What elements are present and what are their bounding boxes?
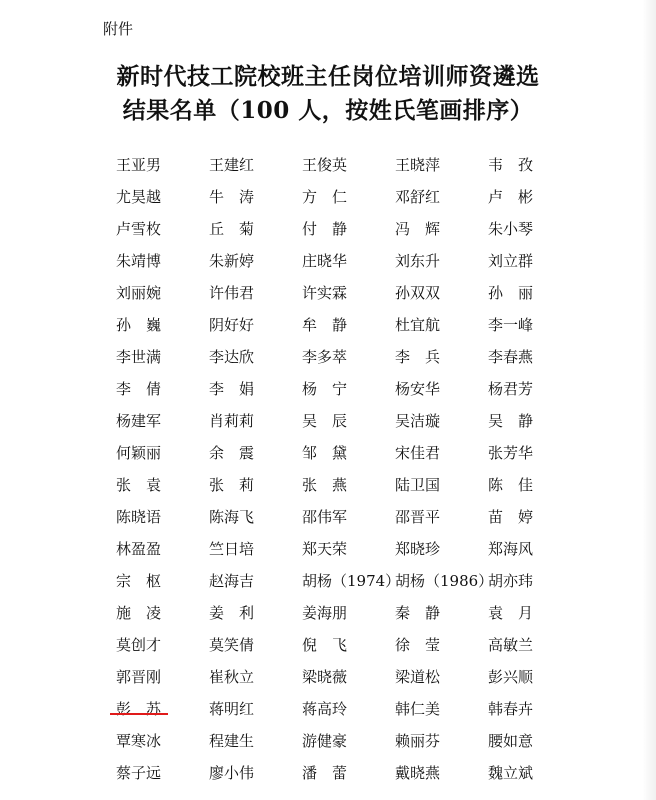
name-entry: 尤昊越	[116, 187, 162, 206]
name-entry: 胡杨（1974）	[302, 571, 401, 590]
name-entry: 许伟君	[209, 283, 255, 302]
name-entry: 卢 彬	[488, 187, 534, 206]
name-entry: 朱新婷	[209, 251, 255, 270]
name-entry: 宋佳君	[395, 443, 441, 462]
name-entry: 王晓萍	[395, 155, 441, 174]
attachment-label: 附件	[103, 20, 134, 38]
name-entry: 邵晋平	[395, 507, 441, 526]
name-entry: 高敏兰	[488, 635, 534, 654]
name-entry: 秦 静	[395, 603, 441, 622]
name-entry: 彭兴顺	[488, 667, 534, 686]
name-entry: 韩春卉	[488, 699, 534, 718]
name-entry: 覃寒冰	[116, 731, 162, 750]
name-entry: 方 仁	[302, 187, 348, 206]
name-entry: 蒋高玲	[302, 699, 348, 718]
name-entry: 杨安华	[395, 379, 441, 398]
name-entry: 崔秋立	[209, 667, 255, 686]
name-entry: 王俊英	[302, 155, 348, 174]
name-entry: 吴洁璇	[395, 411, 441, 430]
name-entry: 余 震	[209, 443, 255, 462]
name-entry: 杨建军	[116, 411, 162, 430]
name-entry: 梁晓薇	[302, 667, 348, 686]
name-entry: 倪 飞	[302, 635, 348, 654]
name-entry: 牛 涛	[209, 187, 255, 206]
document-title-line-1: 新时代技工院校班主任岗位培训师资遴选	[116, 63, 540, 90]
name-entry: 游健豪	[302, 731, 348, 750]
name-entry: 刘立群	[488, 251, 534, 270]
name-entry: 杜宜航	[395, 315, 441, 334]
name-entry: 孙 丽	[488, 283, 534, 302]
name-entry: 苗 婷	[488, 507, 534, 526]
name-entry: 邵伟军	[302, 507, 348, 526]
name-entry: 付 静	[302, 219, 348, 238]
name-list-grid	[116, 148, 556, 788]
name-entry: 戴晓燕	[395, 763, 441, 782]
name-entry: 朱小琴	[488, 219, 534, 238]
name-entry: 宗 枢	[116, 571, 162, 590]
name-entry: 冯 辉	[395, 219, 441, 238]
highlight-underline	[110, 713, 168, 715]
name-entry: 孙双双	[395, 283, 441, 302]
name-entry: 李 娟	[209, 379, 255, 398]
name-entry: 胡亦玮	[488, 571, 534, 590]
name-entry: 吴 辰	[302, 411, 348, 430]
name-entry: 王亚男	[116, 155, 162, 174]
name-entry: 阴好好	[209, 315, 255, 334]
name-entry: 孙 巍	[116, 315, 162, 334]
name-entry: 姜海朋	[302, 603, 348, 622]
name-entry: 李 兵	[395, 347, 441, 366]
name-entry: 李春燕	[488, 347, 534, 366]
name-entry: 邓舒红	[395, 187, 441, 206]
name-entry: 陈海飞	[209, 507, 255, 526]
name-entry: 庄晓华	[302, 251, 348, 270]
name-entry: 韦 孜	[488, 155, 534, 174]
name-entry: 姜 利	[209, 603, 255, 622]
name-entry: 李多萃	[302, 347, 348, 366]
name-entry: 郑海风	[488, 539, 534, 558]
name-entry: 莫笑倩	[209, 635, 255, 654]
name-entry: 杨君芳	[488, 379, 534, 398]
name-entry: 刘东升	[395, 251, 441, 270]
name-entry: 廖小伟	[209, 763, 255, 782]
name-entry: 郑晓珍	[395, 539, 441, 558]
name-entry: 蒋明红	[209, 699, 255, 718]
name-entry: 何颖丽	[116, 443, 162, 462]
name-entry: 李一峰	[488, 315, 534, 334]
name-entry: 陆卫国	[395, 475, 441, 494]
name-entry: 张 莉	[209, 475, 255, 494]
name-entry: 郭晋刚	[116, 667, 162, 686]
name-entry: 徐 莹	[395, 635, 441, 654]
name-entry: 杨 宁	[302, 379, 348, 398]
name-entry: 吴 静	[488, 411, 534, 430]
name-entry: 潘 蕾	[302, 763, 348, 782]
name-entry: 郑天荣	[302, 539, 348, 558]
name-entry: 朱靖博	[116, 251, 162, 270]
name-entry: 袁 月	[488, 603, 534, 622]
name-entry: 王建红	[209, 155, 255, 174]
name-entry: 程建生	[209, 731, 255, 750]
name-entry: 莫创才	[116, 635, 162, 654]
name-entry: 胡杨（1986）	[395, 571, 494, 590]
name-entry: 张 袁	[116, 475, 162, 494]
document-title-line-2: 结果名单（100 人，按姓氏笔画排序）	[122, 97, 534, 124]
name-entry: 梁道松	[395, 667, 441, 686]
name-entry: 赖丽芬	[395, 731, 441, 750]
name-entry: 李 倩	[116, 379, 162, 398]
name-entry: 张 燕	[302, 475, 348, 494]
name-entry: 魏立斌	[488, 763, 534, 782]
name-entry: 腰如意	[488, 731, 534, 750]
name-entry: 牟 静	[302, 315, 348, 334]
name-entry: 李世满	[116, 347, 162, 366]
name-entry: 竺日培	[209, 539, 255, 558]
name-entry: 丘 菊	[209, 219, 255, 238]
name-entry: 陈 佳	[488, 475, 534, 494]
name-entry: 邹 黛	[302, 443, 348, 462]
name-entry: 蔡子远	[116, 763, 162, 782]
name-entry: 卢雪枚	[116, 219, 162, 238]
name-entry: 许实霖	[302, 283, 348, 302]
name-entry: 陈晓语	[116, 507, 162, 526]
page-edge-shadow	[642, 0, 656, 800]
name-entry: 李达欣	[209, 347, 255, 366]
name-entry: 肖莉莉	[209, 411, 255, 430]
name-entry: 林盈盈	[116, 539, 162, 558]
name-entry: 刘丽婉	[116, 283, 162, 302]
name-entry: 赵海吉	[209, 571, 255, 590]
name-entry: 张芳华	[488, 443, 534, 462]
name-entry: 韩仁美	[395, 699, 441, 718]
name-entry: 施 凌	[116, 603, 162, 622]
name-entry: 彭 苏	[116, 699, 162, 718]
